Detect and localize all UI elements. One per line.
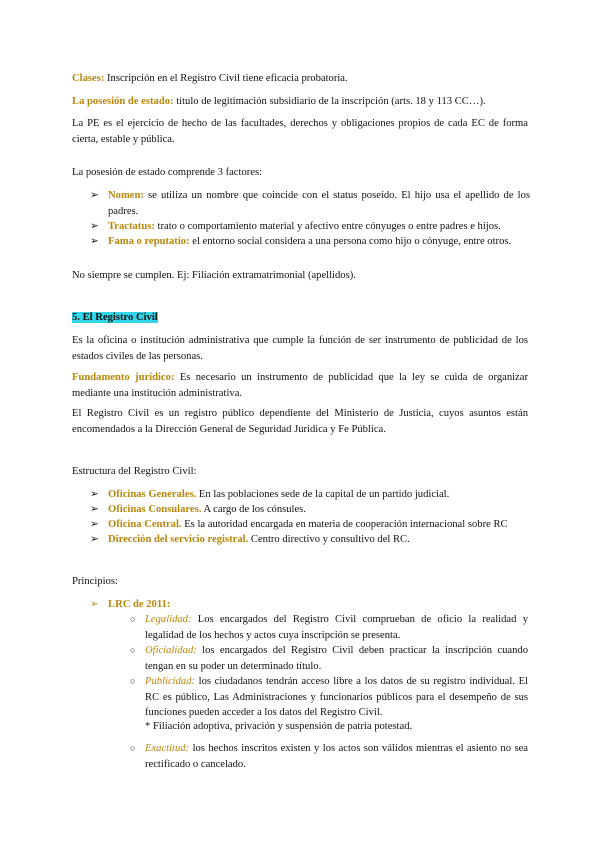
clases-paragraph — [72, 71, 528, 87]
principle-item-exactitud — [130, 741, 528, 772]
lrc-item — [90, 597, 530, 613]
principle-text: los hechos inscritos existen y los actos son válidos mientras el asiento no sea rectificado o cancelado. — [145, 743, 528, 770]
circle-bullet-icon: ○ — [130, 743, 136, 753]
posesion-text: título de legitimación subsidiario de la inscripción (arts. 18 y 113 CC…). — [173, 96, 486, 107]
clases-text: Inscripción en el Registro Civil tiene eficacia probatoria. — [104, 73, 348, 84]
factors-intro: La posesión de estado comprende 3 factores: — [72, 167, 263, 178]
principle-label: Publicidad: — [145, 676, 196, 687]
posesion-paragraph — [72, 94, 528, 110]
factor-item-tractatus — [90, 219, 530, 235]
principle-item-oficialidad — [130, 643, 528, 674]
principle-label: Exactitud: — [145, 743, 190, 754]
factor-text: trato o comportamiento material y afectivo entre cónyuges o entre padres e hijos. — [154, 221, 501, 232]
structure-item — [90, 502, 530, 518]
principle-item-legalidad — [130, 612, 528, 643]
fundamento-text: Es necesario un instrumento de publicidad que la ley se cuida de organizar mediante una institución administrativa. — [72, 372, 528, 399]
structure-label: Dirección del servicio registral. — [108, 534, 249, 545]
arrow-bullet-icon: ➢ — [90, 534, 99, 545]
factor-label: Tractatus: — [108, 221, 155, 232]
structure-text: En las poblaciones sede de la capital de un partido judicial. — [196, 489, 450, 500]
section-heading-text: 5. El Registro Civil — [72, 312, 158, 323]
structure-text: Centro directivo y consultivo del RC. — [248, 534, 410, 545]
principles-intro: Principios: — [72, 576, 118, 587]
pe-definition-paragraph: La PE es el ejercicio de hecho de las facultades, derechos y obligaciones propios de cada EC de forma cierta, estable y pública. — [72, 118, 528, 145]
arrow-bullet-icon: ➢ — [90, 599, 99, 610]
note-text: * Filiación adoptiva, privación y suspensión de patria potestad. — [145, 721, 413, 732]
factor-item-nomen — [90, 188, 530, 219]
circle-bullet-icon: ○ — [130, 645, 136, 655]
arrow-bullet-icon: ➢ — [90, 489, 99, 500]
principle-text: los ciudadanos tendrán acceso libre a los datos de su registro individual. El RC es público, Las Administraciones y funcionarios públicos para el desempeño de sus funciones pueden acceder a los datos del Registro Civil. — [145, 676, 528, 718]
principle-label: Oficialidad: — [145, 645, 197, 656]
structure-text: A cargo de los cónsules. — [201, 504, 306, 515]
lrc-label: LRC de 2011: — [108, 599, 171, 610]
factor-text: el entorno social considera a una persona como hijo o cónyuge, entre otros. — [189, 236, 512, 247]
arrow-bullet-icon: ➢ — [90, 190, 99, 201]
arrow-bullet-icon: ➢ — [90, 221, 99, 232]
structure-intro: Estructura del Registro Civil: — [72, 466, 197, 477]
fundamento-paragraph — [72, 370, 528, 401]
circle-bullet-icon: ○ — [130, 676, 136, 686]
principle-item-publicidad — [130, 674, 528, 721]
factor-text: se utiliza un nombre que coincide con el status poseído. El hijo usa el apellido de los padres. — [108, 190, 530, 217]
section-heading — [72, 310, 528, 326]
principle-text: Los encargados del Registro Civil comprueban de oficio la realidad y legalidad de los hechos y actos cuya inscripción se presenta. — [145, 614, 528, 641]
structure-text: Es la autoridad encargada en materia de cooperación internacional sobre RC — [181, 519, 508, 530]
structure-label: Oficinas Consulares. — [108, 504, 202, 515]
factor-label: Fama o reputatio: — [108, 236, 190, 247]
arrow-bullet-icon: ➢ — [90, 519, 99, 530]
structure-item — [90, 517, 530, 533]
no-siempre-paragraph: No siempre se cumplen. Ej: Filiación extramatrimonial (apellidos). — [72, 270, 356, 281]
arrow-bullet-icon: ➢ — [90, 236, 99, 247]
structure-item — [90, 487, 530, 503]
fundamento-label: Fundamento jurídico: — [72, 372, 175, 383]
arrow-bullet-icon: ➢ — [90, 504, 99, 515]
principle-text: los encargados del Registro Civil deben practicar la inscripción cuando tengan en su poder un determinado título. — [145, 645, 528, 672]
structure-label: Oficinas Generales. — [108, 489, 197, 500]
posesion-label: La posesión de estado: — [72, 96, 174, 107]
registro-definition-paragraph: Es la oficina o institución administrativa que cumple la función de ser instrumento de publicidad de los estados civiles de las personas. — [72, 335, 528, 362]
registro-publico-paragraph: El Registro Civil es un registro público dependiente del Ministerio de Justicia, cuyos asuntos están encomendados a la Dirección General de Seguridad Jurídica y Fe Pública. — [72, 408, 528, 435]
clases-label: Clases: — [72, 73, 105, 84]
factor-item-fama — [90, 234, 530, 250]
circle-bullet-icon: ○ — [130, 614, 136, 624]
principle-label: Legalidad: — [145, 614, 192, 625]
structure-item — [90, 532, 530, 548]
factor-label: Nomen: — [108, 190, 144, 201]
structure-label: Oficina Central. — [108, 519, 182, 530]
